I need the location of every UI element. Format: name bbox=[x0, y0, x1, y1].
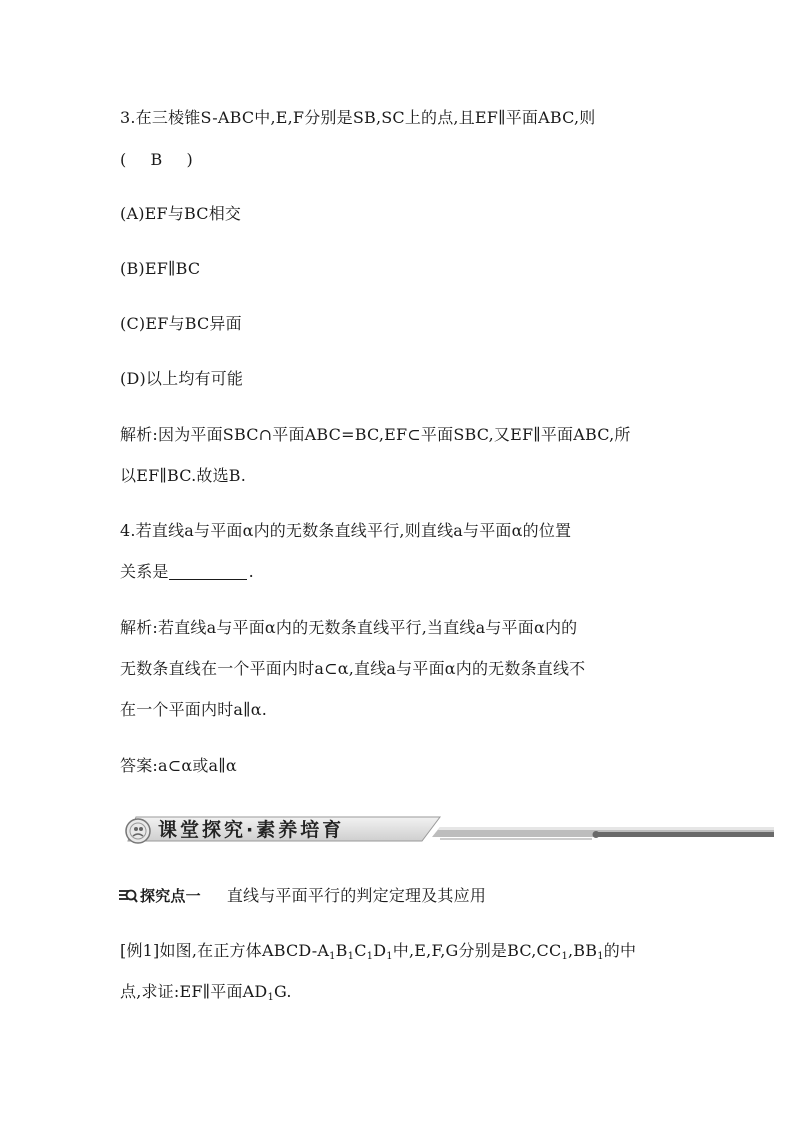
example1-line2 bbox=[120, 982, 292, 1002]
example1-text: G. bbox=[274, 982, 292, 1001]
q3-option-b: (B)EF∥BC bbox=[120, 259, 201, 278]
example1-text: 点,求证:EF∥平面AD bbox=[120, 982, 268, 1001]
section-banner bbox=[122, 813, 774, 845]
explore-label: 探究点一 bbox=[140, 887, 201, 905]
subscript: 1 bbox=[329, 951, 336, 962]
q4-stem-line2 bbox=[120, 562, 254, 582]
q3-option-d: (D)以上均有可能 bbox=[120, 369, 244, 388]
q4-stem-line1: 4.若直线a与平面α内的无数条直线平行,则直线a与平面α的位置 bbox=[120, 521, 572, 540]
subscript: 1 bbox=[386, 951, 393, 962]
q3-analysis-line1: 解析:因为平面SBC∩平面ABC=BC,EF⊂平面SBC,又EF∥平面ABC,所 bbox=[120, 425, 631, 444]
q3-stem: 3.在三棱锥S-ABC中,E,F分别是SB,SC上的点,且EF∥平面ABC,则 bbox=[120, 108, 596, 127]
explore-heading bbox=[118, 886, 486, 906]
example1-text: 的中 bbox=[603, 941, 637, 960]
subscript: 1 bbox=[597, 951, 604, 962]
q4-stem-suffix: . bbox=[248, 562, 254, 581]
q4-stem-prefix: 关系是 bbox=[120, 562, 169, 581]
example1-text: B bbox=[335, 941, 348, 960]
q3-answer-paren bbox=[120, 150, 193, 170]
paren-open: ( bbox=[120, 150, 127, 169]
subscript: 1 bbox=[561, 951, 568, 962]
q3-analysis-line2: 以EF∥BC.故选B. bbox=[120, 466, 247, 485]
paren-close: ) bbox=[186, 150, 193, 169]
answer-blank bbox=[169, 563, 247, 580]
q3-option-c: (C)EF与BC异面 bbox=[120, 314, 242, 333]
q4-answer: 答案:a⊂α或a∥α bbox=[120, 756, 237, 775]
q4-analysis-line2: 无数条直线在一个平面内时a⊂α,直线a与平面α内的无数条直线不 bbox=[120, 659, 586, 678]
q3-option-a: (A)EF与BC相交 bbox=[120, 204, 242, 223]
subscript: 1 bbox=[267, 992, 274, 1003]
example1-text: C bbox=[354, 941, 367, 960]
explore-title: 直线与平面平行的判定定理及其应用 bbox=[226, 886, 487, 905]
magnifier-icon bbox=[118, 887, 138, 903]
section-title: 课堂探究·素养培育 bbox=[158, 819, 345, 841]
q4-analysis-line3: 在一个平面内时a∥α. bbox=[120, 700, 268, 719]
example1-text: 中,E,F,G分别是BC,CC bbox=[392, 941, 562, 960]
example1-text: D bbox=[373, 941, 387, 960]
example1-text: ,BB bbox=[568, 941, 598, 960]
example1-line1 bbox=[120, 941, 636, 961]
q3-answer: B bbox=[150, 150, 163, 169]
subscript: 1 bbox=[366, 951, 374, 962]
example1-text: [例1]如图,在正方体ABCD-A bbox=[120, 941, 330, 960]
q4-analysis-line1: 解析:若直线a与平面α内的无数条直线平行,当直线a与平面α内的 bbox=[120, 618, 578, 637]
subscript: 1 bbox=[347, 951, 355, 962]
